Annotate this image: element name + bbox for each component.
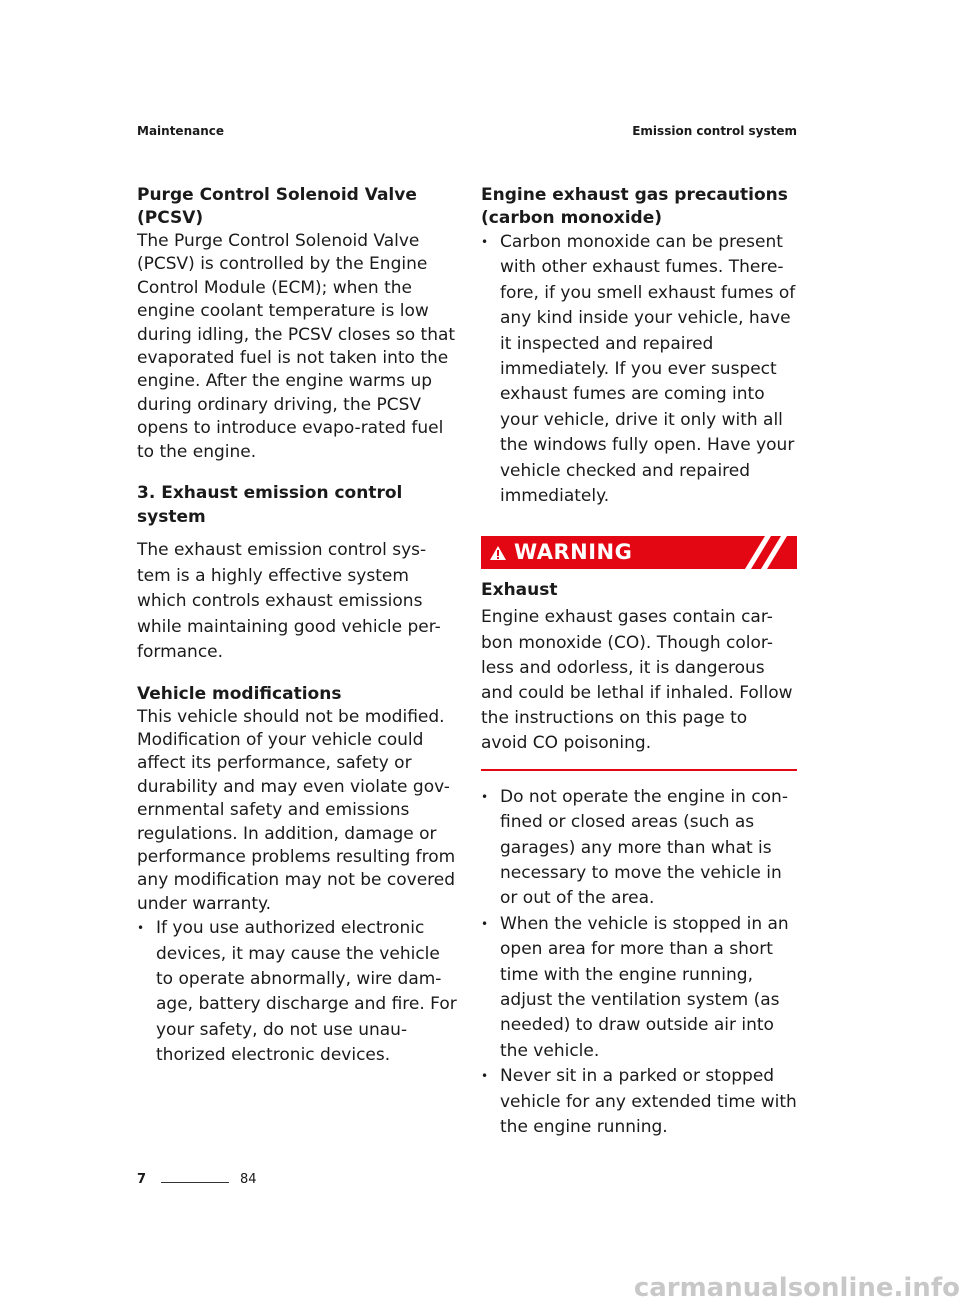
- warning-list: [481, 785, 797, 1141]
- modifications-list: [137, 916, 457, 1068]
- chapter-number: 7: [137, 1172, 147, 1187]
- page-number: 84: [240, 1172, 257, 1187]
- precaution-title: Engine exhaust gas precautions (carbon monoxide): [481, 185, 788, 228]
- list-item: • Carbon monoxide can be present with other exhaust fumes. There-fore, if you smell exhaust fumes of any kind inside your vehicle, have it inspected and repaired immediately. If you ever suspect exhaust fumes are coming into your vehicle, drive it only with all the windows fully open. Have your vehicle checked and repaired immediately.: [481, 230, 797, 509]
- modifications-title: Vehicle modifications: [137, 683, 342, 704]
- left-column: [137, 184, 457, 1069]
- warning-stripes-icon: [737, 536, 797, 569]
- header-section: Maintenance: [137, 124, 225, 138]
- page-footer: [137, 1172, 257, 1192]
- list-item: • Do not operate the engine in con-fined or closed areas (such as garages) any more than what is necessary to move the vehicle in or out of the area.: [481, 785, 797, 912]
- precaution-list: [481, 230, 797, 509]
- warning-divider: [481, 769, 797, 771]
- header-topic: Emission control system: [632, 124, 797, 138]
- page-header: [137, 124, 797, 140]
- warning-body: Engine exhaust gases contain car-bon monoxide (CO). Though color-less and odorless, it is dangerous and could be lethal if inhaled. Follow the instructions on this page to avoid CO poisoning.: [481, 607, 793, 754]
- watermark: carmanualsonline.info: [633, 1273, 960, 1303]
- warning-label: WARNING: [514, 540, 633, 565]
- modifications-body: This vehicle should not be modified. Modification of your vehicle could affect its performance, safety or durability and may even violate gov-ernmental safety and emissions regulations. In addition, damage or performance problems resulting from any modification may not be covered under warranty.: [137, 706, 456, 914]
- footer-rule: [161, 1182, 229, 1183]
- warning-banner: [481, 536, 797, 569]
- pcsv-body: The Purge Control Solenoid Valve (PCSV) is controlled by the Engine Control Module (ECM); when the engine coolant temperature is low during idling, the PCSV closes so that evaporated fuel is not taken into the engine. After the engine warms up during ordinary driving, the PCSV opens to introduce evapo-rated fuel to the engine.: [137, 231, 456, 462]
- right-column: [481, 184, 797, 1140]
- list-item: • Never sit in a parked or stopped vehicle for any extended time with the engine running.: [481, 1064, 797, 1140]
- exhaust-section-body: The exhaust emission control sys-tem is a highly effective system which controls exhaust emissions while maintaining good vehicle per-formance.: [137, 540, 441, 663]
- list-item: • When the vehicle is stopped in an open area for more than a short time with the engine running, adjust the ventilation system (as needed) to draw outside air into the vehicle.: [481, 912, 797, 1064]
- exhaust-section-title: 3. Exhaust emission control system: [137, 483, 403, 528]
- warning-triangle-icon: [489, 545, 507, 561]
- pcsv-title: Purge Control Solenoid Valve (PCSV): [137, 185, 417, 228]
- list-item: • If you use authorized electronic devices, it may cause the vehicle to operate abnormally, wire dam-age, battery discharge and fire. For your safety, do not use unau-thorized electronic devices.: [137, 916, 457, 1068]
- warning-heading: Exhaust: [481, 580, 558, 601]
